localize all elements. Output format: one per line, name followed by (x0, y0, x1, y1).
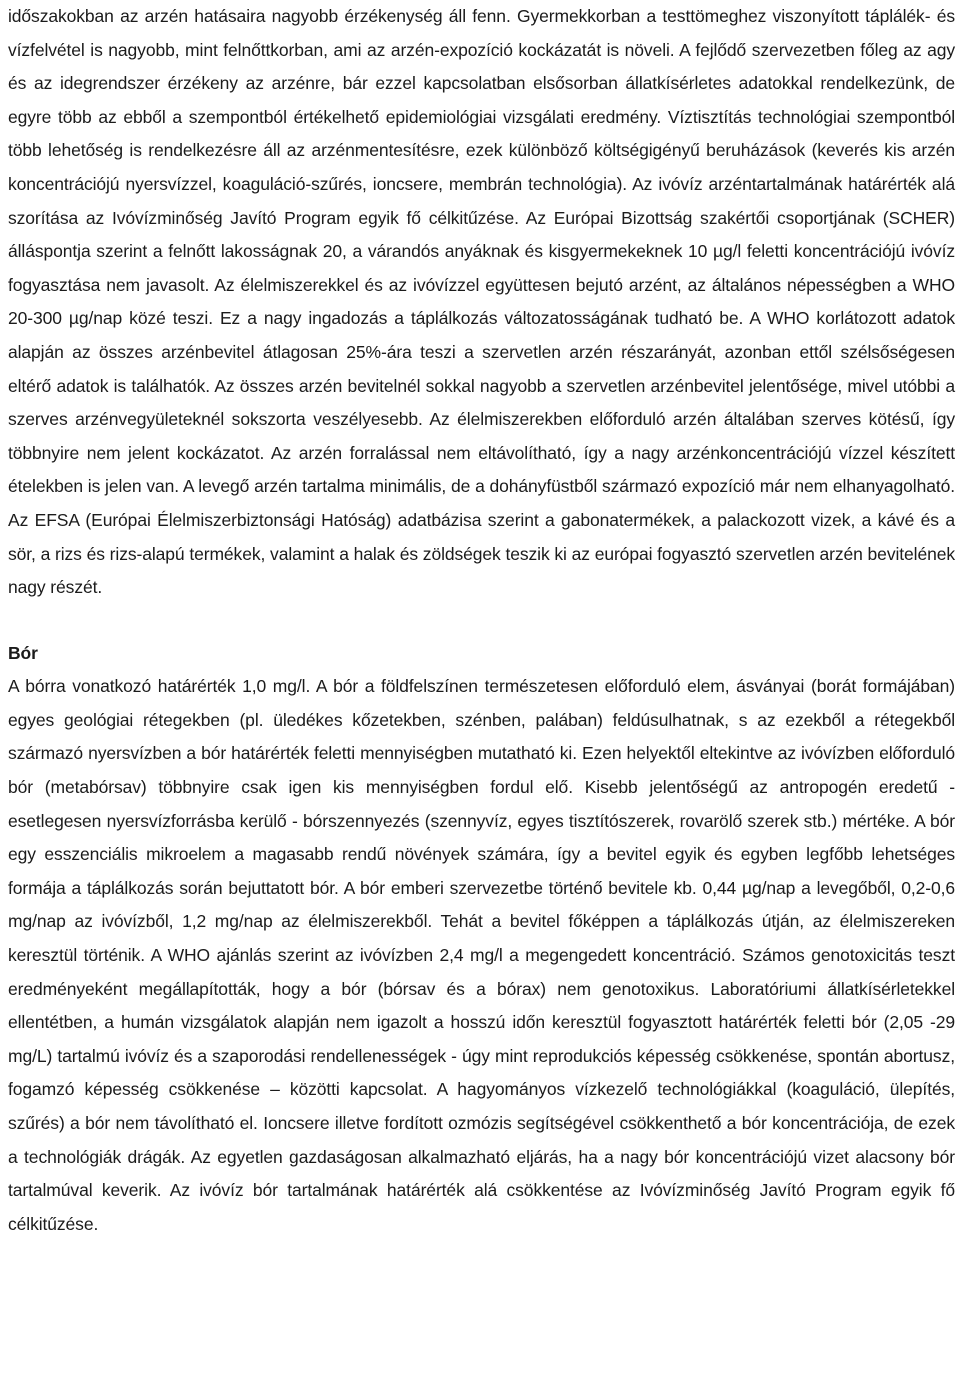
boron-paragraph: A bórra vonatkozó határérték 1,0 mg/l. A bór a földfelszínen természetesen előforduló elem, ásványai (borát formájában) egyes geológiai rétegekben (pl. üledékes kőzetekben, szénben, palában) feldúsulhatnak, s az ezekből a rétegekből származó nyersvízben a bór határérték feletti mennyiségben mutatható ki. Ezen helyektől eltekintve az ivóvízben előforduló bór (metabórsav) többnyire csak igen kis mennyiségben fordul elő. Kisebb jelentőségű az antropogén eredetű - esetlegesen nyersvízforrásba kerülő - bórszennyezés (szennyvíz, egyes tisztítószerek, rovarölő szerek stb.) mértéke. A bór egy esszenciális mikroelem a magasabb rendű növények számára, így a bevitel egyik és egyben legfőbb lehetséges formája a táplálkozás során bejuttatott bór. A bór emberi szervezetbe történő bevitele kb. 0,44 µg/nap a levegőből, 0,2-0,6 mg/nap az ivóvízből, 1,2 mg/nap az élelmiszerekből. Tehát a bevitel főképpen a táplálkozás útján, az élelmiszereken keresztül történik. A WHO ajánlás szerint az ivóvízben 2,4 mg/l a megengedett koncentráció. Számos genotoxicitás teszt eredményeként megállapították, hogy a bór (bórsav és a bórax) nem genotoxikus. Laboratóriumi állatkísérletekkel ellentétben, a humán vizsgálatok alapján nem igazolt a hosszú időn keresztül fogyasztott határérték feletti bór (2,05 -29 mg/L) tartalmú ivóvíz és a szaporodási rendellenességek - úgy mint reprodukciós képesség csökkenése, spontán abortusz, fogamzó képesség csökkenése – közötti kapcsolat. A hagyományos vízkezelő technológiákkal (koaguláció, ülepítés, szűrés) a bór nem távolítható el. Ioncsere illetve fordított ozmózis segítségével csökkenthető a bór koncentrációja, de ezek a technológiák drágák. Az egyetlen gazdaságosan alkalmazható eljárás, ha a nagy bór koncentrációjú vizet alacsony bór tartalmúval keverik. Az ivóvíz bór tartalmának határérték alá csökkentése az Ivóvízminőség Javító Program egyik fő célkitűzése. (8, 676, 955, 1234)
document-page (8, 0, 955, 1241)
boron-section-heading: Bór (8, 642, 38, 663)
arsenic-paragraph: időszakokban az arzén hatásaira nagyobb érzékenység áll fenn. Gyermekkorban a testtömeghez viszonyított táplálék- és vízfelvétel is nagyobb, mint felnőttkorban, ami az arzén-expozíció kockázatát is növeli. A fejlődő szervezetben főleg az agy és az idegrendszer érzékeny az arzénre, bár ezzel kapcsolatban elsősorban állatkísérletes adatokkal rendelkezünk, de egyre több az ebből a szempontból értékelhető epidemiológiai vizsgálati eredmény. Víztisztítás technológiai szempontból több lehetőség is rendelkezésre áll az arzénmentesítésre, ezek különböző költségigényű beruházások (keverés kis arzén koncentrációjú nyersvízzel, koaguláció-szűrés, ioncsere, membrán technológia). Az ivóvíz arzéntartalmának határérték alá szorítása az Ivóvízminőség Javító Program egyik fő célkitűzése. Az Európai Bizottság szakértői csoportjának (SCHER) álláspontja szerint a felnőtt lakosságnak 20, a várandós anyáknak és kisgyermekeknek 10 µg/l feletti koncentrációjú ivóvíz fogyasztása nem javasolt. Az élelmiszerekkel és az ivóvízzel együttesen bejutó arzént, az általános népességben a WHO 20-300 µg/nap közé teszi. Ez a nagy ingadozás a táplálkozás változatosságának tudható be. A WHO korlátozott adatok alapján az összes arzénbevitel átlagosan 25%-ára teszi a szervetlen arzén részarányát, azonban ettől szélsőségesen eltérő adatok is találhatók. Az összes arzén bevitelnél sokkal nagyobb a szervetlen arzénbevitel jelentősége, mivel utóbbi a szerves arzénvegyületeknél sokszorta veszélyesebb. Az élelmiszerekben előforduló arzén általában szerves kötésű, így többnyire nem jelent kockázatot. Az arzén forralással nem eltávolítható, így a nagy arzénkoncentrációjú vízzel készített ételekben is jelen van. A levegő arzén tartalma minimális, de a dohányfüstből származó expozíció már nem elhanyagolható. Az EFSA (Európai Élelmiszerbiztonsági Hatóság) adatbázisa szerint a gabonatermékek, a palackozott vizek, a kávé és a sör, a rizs és rizs-alapú termékek, valamint a halak és zöldségek teszik ki az európai fogyasztó szervetlen arzén bevitelének nagy részét. (8, 6, 955, 598)
